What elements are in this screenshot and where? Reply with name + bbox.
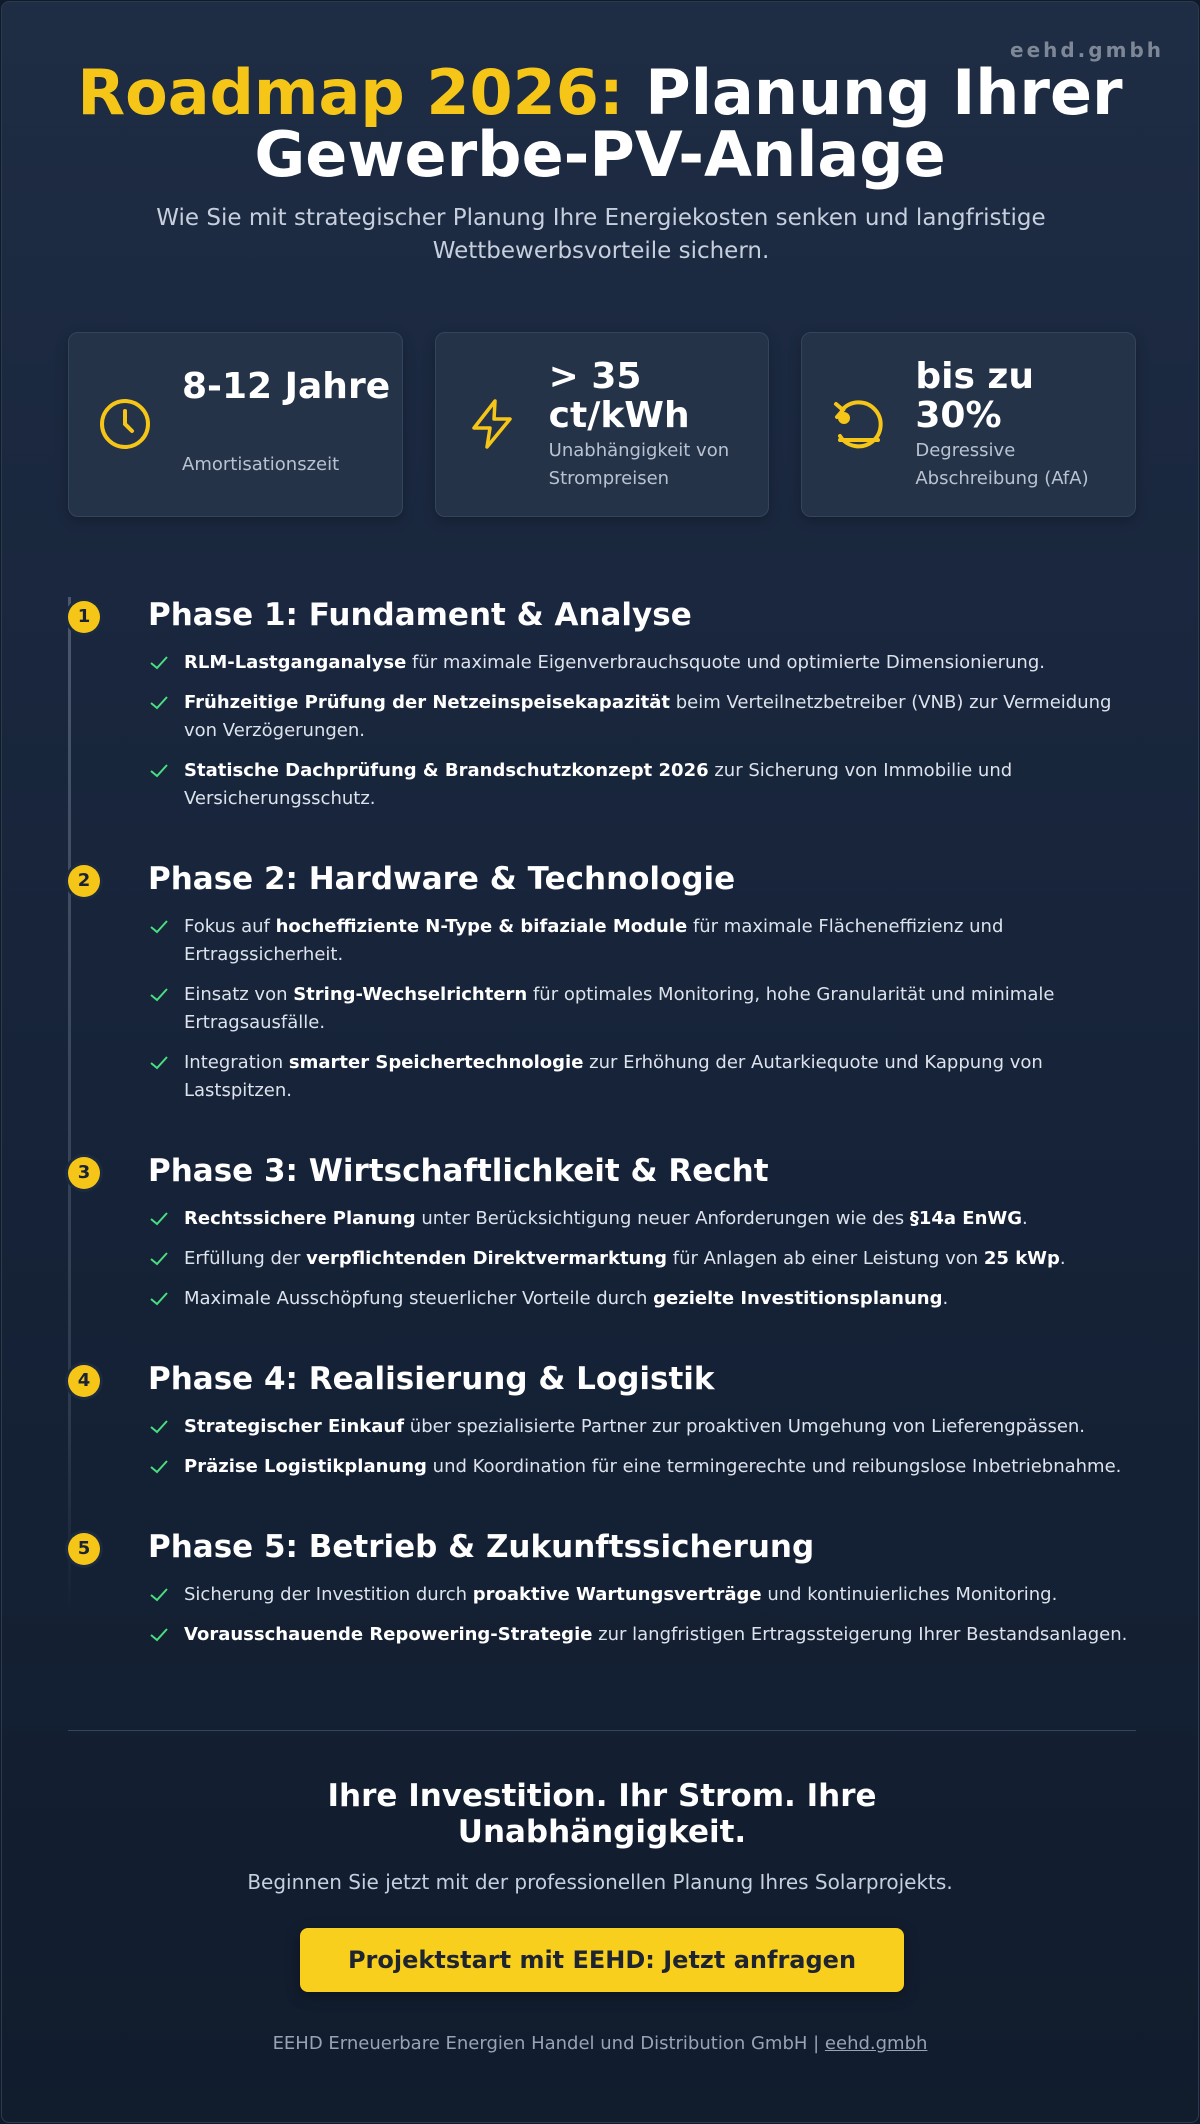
list-item-text: Fokus auf hocheffiziente N-Type & bifaziale Module für maximale Flächeneffizienz und Ertragssicherheit. [184, 916, 1004, 965]
check-icon [148, 651, 170, 673]
phase-title: Phase 5: Betrieb & Zukunftssicherung [148, 1529, 815, 1565]
list-item [148, 1049, 1138, 1105]
clock-icon [97, 396, 153, 452]
phase-title: Phase 4: Realisierung & Logistik [148, 1361, 715, 1397]
stat-label: Degressive Abschreibung (AfA) [915, 440, 1089, 489]
page-title [2, 56, 1198, 191]
check-icon [148, 983, 170, 1005]
check-icon [148, 1415, 170, 1437]
list-item-text: Frühzeitige Prüfung der Netzeinspeisekapazität beim Verteilnetzbetreiber (VNB) zur Vermeidung von Verzögerungen. [184, 692, 1112, 741]
check-icon [148, 1247, 170, 1269]
list-item-text: Präzise Logistikplanung und Koordination für eine termingerechte und reibungslose Inbetriebnahme. [184, 1456, 1122, 1477]
stat-card-afa [801, 332, 1136, 517]
page-subtitle: Wie Sie mit strategischer Planung Ihre Energiekosten senken und langfristige Wettbewerbsvorteile sichern. [156, 205, 1046, 264]
list-item [148, 649, 1138, 677]
list-item-text: Einsatz von String-Wechselrichtern für optimales Monitoring, hohe Granularität und minimale Ertragsausfälle. [184, 984, 1055, 1033]
phase-number-badge: 5 [68, 1533, 100, 1565]
stat-card-strompreis [435, 332, 770, 517]
phase-title: Phase 3: Wirtschaftlichkeit & Recht [148, 1153, 769, 1189]
stat-card-amortisation [68, 332, 403, 517]
list-item-text: Statische Dachprüfung & Brandschutzkonzept 2026 zur Sicherung von Immobilie und Versicherungsschutz. [184, 760, 1013, 809]
list-item-text: RLM-Lastganganalyse für maximale Eigenverbrauchsquote und optimierte Dimensionierung. [184, 652, 1045, 673]
list-item [148, 1205, 1138, 1233]
list-item [148, 1621, 1138, 1649]
phase-number-badge: 4 [68, 1365, 100, 1397]
list-item [148, 689, 1138, 745]
list-item-text: Vorausschauende Repowering-Strategie zur langfristigen Ertragssteigerung Ihrer Bestandsanlagen. [184, 1624, 1128, 1645]
lightning-icon [464, 396, 520, 452]
list-item-text: Maximale Ausschöpfung steuerlicher Vorteile durch gezielte Investitionsplanung. [184, 1288, 949, 1309]
check-icon [148, 1623, 170, 1645]
footer-link[interactable]: eehd.gmbh [824, 2033, 928, 2054]
section-divider [68, 1730, 1136, 1731]
list-item-text: Integration smarter Speichertechnologie zur Erhöhung der Autarkiequote und Kappung von Lastspitzen. [184, 1052, 1043, 1101]
check-icon [148, 691, 170, 713]
phase-number-badge: 1 [68, 601, 100, 633]
phase-number-badge: 2 [68, 865, 100, 897]
title-accent: Roadmap 2026: [77, 56, 624, 129]
check-icon [148, 915, 170, 937]
footer [2, 2030, 1198, 2058]
refresh-icon [830, 396, 886, 452]
check-icon [148, 1287, 170, 1309]
check-icon [148, 759, 170, 781]
list-item [148, 757, 1138, 813]
list-item [148, 913, 1138, 969]
brand-name: eehd.gmbh [1010, 38, 1164, 62]
list-item [148, 1245, 1138, 1273]
footer-company: EEHD Erneuerbare Energien Handel und Distribution GmbH | [272, 2033, 825, 2054]
list-item [148, 1285, 1138, 1313]
title-line1-rest: Planung Ihrer [645, 56, 1123, 129]
stats-row [68, 332, 1136, 517]
page [1, 1, 1199, 2123]
stat-label: Unabhängigkeit von Strompreisen [548, 440, 730, 489]
stat-value: bis zu 30% [915, 356, 1034, 436]
stat-value: > 35 ct/kWh [548, 356, 690, 436]
check-icon [148, 1583, 170, 1605]
stat-value: 8-12 Jahre [182, 366, 391, 407]
list-item-text: Erfüllung der verpflichtenden Direktvermarktung für Anlagen ab einer Leistung von 25 kWp. [184, 1248, 1066, 1269]
check-icon [148, 1051, 170, 1073]
list-item [148, 1453, 1138, 1481]
phase-number-badge: 3 [68, 1157, 100, 1189]
list-item [148, 981, 1138, 1037]
check-icon [148, 1455, 170, 1477]
list-item [148, 1413, 1138, 1441]
check-icon [148, 1207, 170, 1229]
stat-label: Amortisationszeit [182, 454, 340, 475]
list-item-text: Rechtssichere Planung unter Berücksichtigung neuer Anforderungen wie des §14a EnWG. [184, 1208, 1028, 1229]
cta-subtitle: Beginnen Sie jetzt mit der professionellen Planung Ihres Solarprojekts. [247, 1870, 953, 1894]
cta-request-button[interactable]: Projektstart mit EEHD: Jetzt anfragen [300, 1928, 904, 1992]
timeline-line [68, 597, 71, 1617]
list-item-text: Strategischer Einkauf über spezialisierte Partner zur proaktiven Umgehung von Lieferengpässen. [184, 1416, 1086, 1437]
phase-title: Phase 2: Hardware & Technologie [148, 861, 736, 897]
list-item [148, 1581, 1138, 1609]
title-line2: Gewerbe-PV-Anlage [254, 118, 946, 191]
list-item-text: Sicherung der Investition durch proaktive Wartungsverträge und kontinuierliches Monitoring. [184, 1584, 1058, 1605]
phase-title: Phase 1: Fundament & Analyse [148, 597, 692, 633]
cta-title: Ihre Investition. Ihr Strom. Ihre Unabhängigkeit. [327, 1778, 877, 1850]
